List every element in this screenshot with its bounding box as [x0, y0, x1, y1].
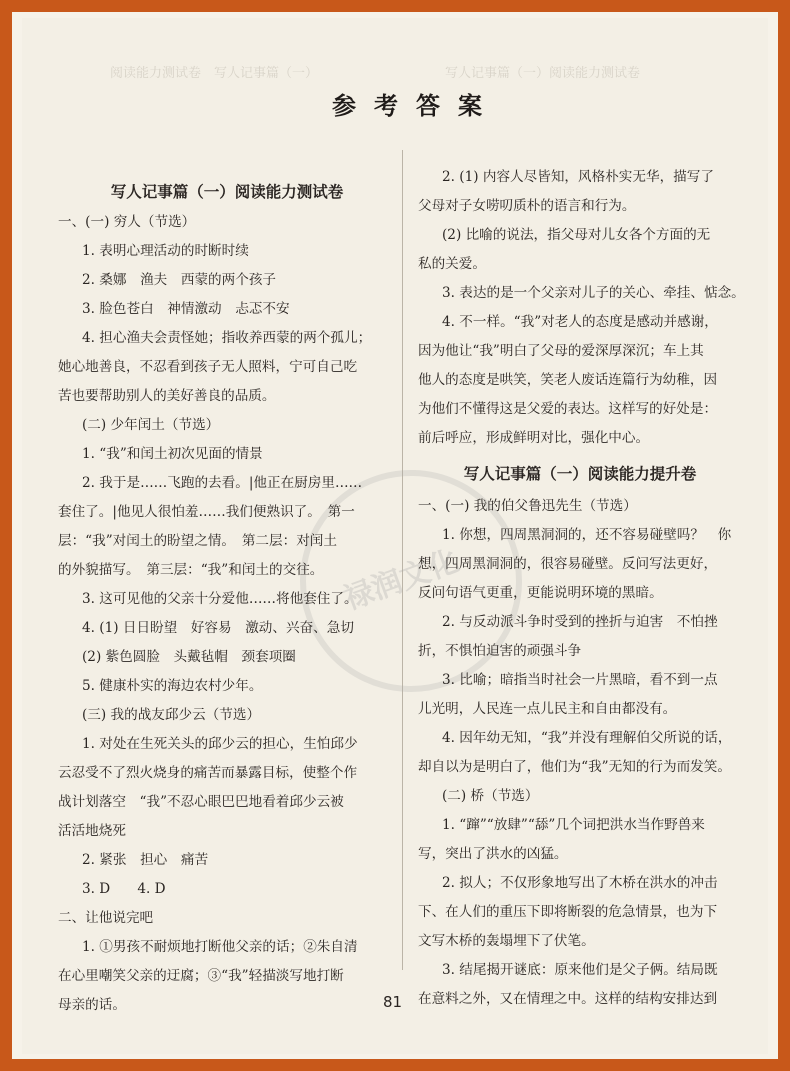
answer-line: 2. (1) 内容人尽皆知，风格朴实无华，描写了	[442, 169, 714, 185]
answer-line: 层：“我”对闰土的盼望之情。 第二层：对闰土	[58, 533, 337, 549]
answer-list	[58, 208, 396, 1020]
watermark-text: 禄润文化	[338, 543, 464, 618]
answer-line: 3. 脸色苍白 神情激动 忐忑不安	[82, 301, 290, 317]
answer-line: 4. (1) 日日盼望 好容易 激动、兴奋、急切	[82, 620, 354, 636]
answer-line: 4. 不一样。“我”对老人的态度是感动并感谢，	[442, 314, 718, 330]
answer-line: 1. ①男孩不耐烦地打断他父亲的话；②朱自清	[82, 939, 358, 955]
answer-line: 母亲的话。	[58, 997, 126, 1013]
answer-line: (二) 桥（节选）	[442, 788, 539, 804]
answer-line: 3. 这可见他的父亲十分爱他……将他套住了。	[82, 591, 358, 607]
answer-line: 套住了。|他见人很怕羞……我们便熟识了。 第一	[58, 504, 355, 520]
answer-line: 二、让他说完吧	[58, 910, 154, 926]
answer-line: 1. “我”和闰土初次见面的情景	[82, 446, 263, 462]
answer-line: 却自以为是明白了，他们为“我”无知的行为而发笑。	[418, 759, 731, 775]
answer-line: 1. “蹿”“放肆”“舔”几个词把洪水当作野兽来	[442, 817, 705, 833]
right-column	[418, 163, 745, 1014]
answer-line: (二) 少年闰土（节选）	[82, 417, 220, 433]
answer-line: 的外貌描写。 第三层：“我”和闰土的交往。	[58, 562, 324, 578]
answer-line: 私的关爱。	[418, 256, 486, 272]
answer-line: 儿光明，人民连一点儿民主和自由都没有。	[418, 701, 677, 717]
answer-line: 文写木桥的轰塌埋下了伏笔。	[418, 933, 595, 949]
answer-line: 云忍受不了烈火烧身的痛苦而暴露目标，使整个作	[58, 765, 358, 781]
answer-line: 下、在人们的重压下即将断裂的危急情景，也为下	[418, 904, 718, 920]
answer-line: 2. 拟人；不仅形象地写出了木桥在洪水的冲击	[442, 875, 718, 891]
answer-line: (2) 比喻的说法，指父母对儿女各个方面的无	[442, 227, 711, 243]
answer-line: 因为他让“我”明白了父母的爱深厚深沉；车上其	[418, 343, 704, 359]
answer-line: 父母对子女唠叨质朴的语言和行为。	[418, 198, 636, 214]
answer-line: 折，不惧怕迫害的顽强斗争	[418, 643, 582, 659]
answer-line: 2. 桑娜 渔夫 西蒙的两个孩子	[82, 272, 277, 288]
answer-line: 2. 我于是……飞跑的去看。|他正在厨房里……	[82, 475, 363, 491]
answer-line: 3. 比喻；暗指当时社会一片黑暗，看不到一点	[442, 672, 718, 688]
answer-line: 2. 紧张 担心 痛苦	[82, 852, 209, 868]
answer-line: 想，四周黑洞洞的，很容易碰壁。反问写法更好，	[418, 556, 718, 572]
answer-line: 3. 表达的是一个父亲对儿子的关心、牵挂、惦念。	[442, 285, 745, 301]
answer-list	[418, 492, 742, 1014]
section-title: 写人记事篇（一）阅读能力提升卷	[463, 464, 697, 483]
answer-line: 反问句语气更重，更能说明环境的黑暗。	[418, 585, 663, 601]
answer-line: 写，突出了洪水的凶猛。	[418, 846, 568, 862]
answer-line: 3. D 4. D	[82, 881, 166, 897]
answer-line: (三) 我的战友邱少云（节选）	[82, 707, 261, 723]
page-number: 81	[383, 993, 403, 1011]
answer-line: 4. 担心渔夫会责怪她；指收养西蒙的两个孤儿；	[82, 330, 372, 346]
answer-line: 她心地善良，不忍看到孩子无人照料，宁可自己吃	[58, 359, 358, 375]
answer-line: 前后呼应，形成鲜明对比，强化中心。	[418, 430, 650, 446]
answer-list	[418, 163, 745, 453]
answer-line: 他人的态度是哄笑，笑老人废话连篇行为幼稚，因	[418, 372, 718, 388]
answer-line: 苦也要帮助别人的美好善良的品质。	[58, 388, 276, 404]
answer-line: 战计划落空 “我”不忍心眼巴巴地看着邱少云被	[58, 794, 344, 810]
bleed-through-text: 阅读能力测试卷 写人记事篇（一）	[110, 66, 319, 81]
bleed-through-text: 写人记事篇（一）阅读能力测试卷	[445, 66, 641, 81]
answer-line: 3. 结尾揭开谜底：原来他们是父子俩。结局既	[442, 962, 718, 978]
section-title: 写人记事篇（一）阅读能力测试卷	[110, 182, 344, 201]
answer-line: 在意料之外，又在情理之中。这样的结构安排达到	[418, 991, 718, 1007]
answer-line: 2. 与反动派斗争时受到的挫折与迫害 不怕挫	[442, 614, 718, 630]
answer-line: 一、(一) 穷人（节选）	[58, 214, 196, 230]
answer-line: 1. 对处在生死关头的邱少云的担心，生怕邱少	[82, 736, 358, 752]
answer-line: 4. 因年幼无知，“我”并没有理解伯父所说的话，	[442, 730, 732, 746]
answer-line: 1. 你想，四周黑洞洞的，还不容易碰壁吗？ 你	[442, 527, 732, 543]
answer-line: (2) 紫色圆脸 头戴毡帽 颈套项圈	[82, 649, 296, 665]
page-title: 参考答案	[332, 91, 500, 120]
left-column	[58, 176, 396, 1020]
answer-line: 为他们不懂得这是父爱的表达。这样写的好处是：	[418, 401, 718, 417]
answer-line: 5. 健康朴实的海边农村少年。	[82, 678, 263, 694]
answer-line: 1. 表明心理活动的时断时续	[82, 243, 249, 259]
answer-line: 一、(一) 我的伯父鲁迅先生（节选）	[418, 498, 637, 514]
answer-line: 活活地烧死	[58, 823, 126, 839]
answer-line: 在心里嘲笑父亲的迂腐；③“我”轻描淡写地打断	[58, 968, 344, 984]
